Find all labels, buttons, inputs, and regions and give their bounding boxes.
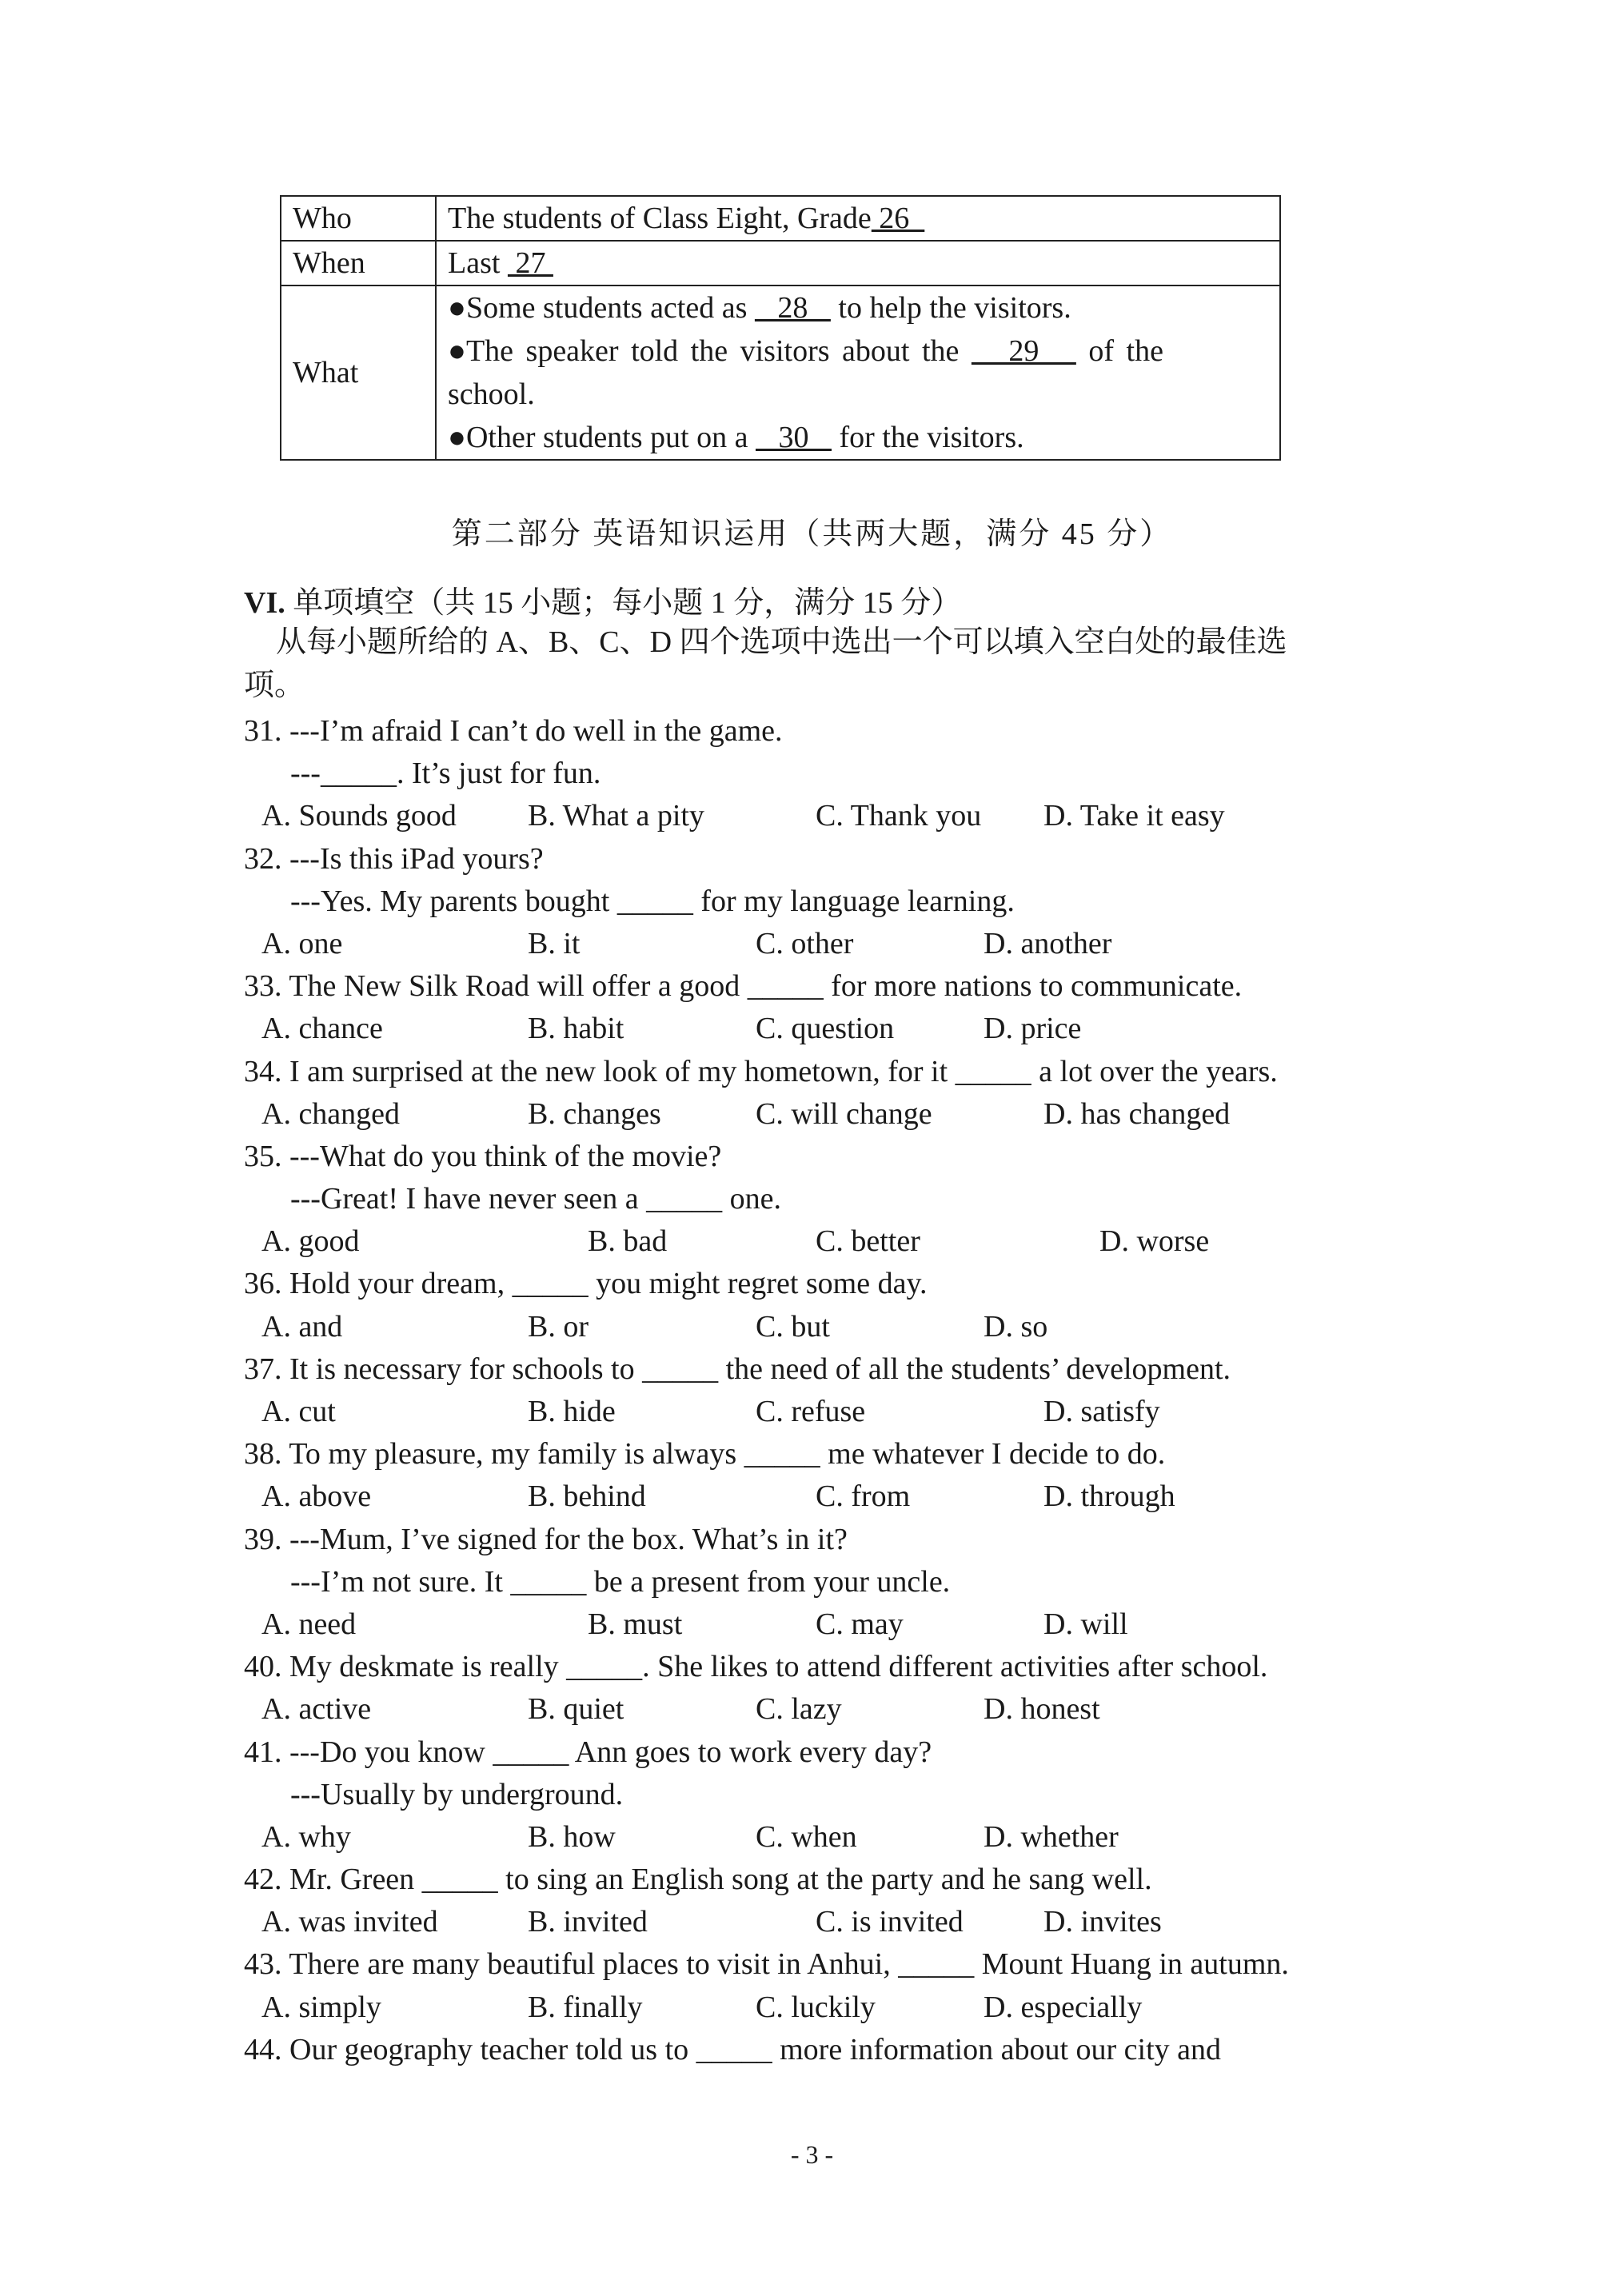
question-stem: 42. Mr. Green _____ to sing an English song at the party and he sang well. [244, 1863, 1152, 1897]
question-stem: 32. ---Is this iPad yours? [244, 841, 544, 876]
table-value [436, 241, 1280, 286]
part-title: 第二部分 英语知识运用（共两大题，满分 45 分） [451, 517, 1173, 551]
option-c: C. luckily [756, 1990, 876, 2024]
question-item [244, 1943, 1411, 2028]
option-d: D. so [984, 1309, 1048, 1344]
option-b: B. how [528, 1819, 616, 1854]
option-c: C. Thank you [816, 799, 982, 833]
option-d: D. price [984, 1012, 1082, 1046]
question-reply: ---Usually by underground. [290, 1777, 624, 1811]
option-row [244, 1901, 1411, 1943]
option-a: A. active [261, 1692, 372, 1727]
question-stem: 44. Our geography teacher told us to _____ more information about our city and [244, 2032, 1222, 2066]
question-stem: 31. ---I’m afraid I can’t do well in the game. [244, 714, 783, 748]
question-item [244, 1051, 1411, 1136]
option-d: D. has changed [1043, 1096, 1231, 1131]
option-a: A. simply [261, 1990, 381, 2024]
table-key: When [281, 241, 436, 286]
option-b: B. invited [528, 1905, 648, 1939]
question-item [244, 1646, 1411, 1731]
option-a: A. chance [261, 1012, 383, 1046]
table-line: ●The speaker told the visitors about the 29 of the [448, 334, 1163, 368]
option-d: D. will [1043, 1607, 1128, 1641]
question-stem: 35. ---What do you think of the movie? [244, 1139, 722, 1173]
question-reply: ---_____. It’s just for fun. [290, 757, 601, 791]
option-a: A. cut [261, 1395, 336, 1428]
question-item [244, 710, 1411, 838]
question-stem: 43. There are many beautiful places to visit in Anhui, _____ Mount Huang in autumn. [244, 1947, 1289, 1982]
question-stem: 36. Hold your dream, _____ you might regret some day. [244, 1267, 928, 1301]
question-item [244, 1136, 1411, 1264]
option-a: A. above [261, 1479, 372, 1514]
option-row [244, 1475, 1411, 1518]
section-instruction: 从每小题所给的 A、B、C、D 四个选项中选出一个可以填入空白处的最佳选 项。 [244, 625, 1287, 702]
option-b: B. What a pity [528, 799, 704, 833]
option-b: B. habit [528, 1012, 624, 1046]
question-stem: 38. To my pleasure, my family is always _____ me whatever I decide to do. [244, 1437, 1166, 1471]
table-row-what [281, 286, 1280, 460]
option-a: A. one [261, 926, 343, 960]
question-stem: 41. ---Do you know _____ Ann goes to work every day? [244, 1735, 932, 1769]
option-c: C. will change [756, 1096, 932, 1131]
option-b: B. quiet [528, 1692, 624, 1727]
question-item [244, 838, 1411, 966]
option-row [244, 795, 1411, 837]
question-item [244, 1348, 1411, 1433]
option-a: A. need [261, 1607, 357, 1641]
question-stem: 37. It is necessary for schools to _____ the need of all the students’ development. [244, 1352, 1231, 1386]
blank-30: 30 [755, 421, 832, 454]
option-b: B. bad [588, 1224, 668, 1259]
question-item [244, 1433, 1411, 1518]
table-text: The students of Class Eight, Grade [448, 202, 872, 235]
option-a: A. changed [261, 1096, 401, 1131]
table-line: ●Some students acted as 28 to help the visitors. [448, 291, 1071, 325]
blank-28: 28 [754, 291, 831, 325]
question-stem: 33. The New Silk Road will offer a good _____ for more nations to communicate. [244, 969, 1243, 1004]
option-c: C. but [756, 1309, 830, 1344]
question-item [244, 1859, 1411, 1943]
page-number: - 3 - [790, 2140, 834, 2169]
option-b: B. must [588, 1607, 683, 1641]
question-item [244, 1731, 1411, 1859]
option-a: A. Sounds good [261, 799, 457, 833]
option-d: D. whether [984, 1819, 1119, 1854]
option-d: D. especially [984, 1990, 1143, 2024]
blank-27: 27 [507, 246, 553, 280]
table-key: Who [281, 196, 436, 241]
question-reply: ---Great! I have never seen a _____ one. [290, 1182, 782, 1216]
option-c: C. question [756, 1012, 895, 1046]
option-c: C. when [756, 1819, 857, 1854]
section-label: VI. [244, 586, 285, 620]
question-reply: ---Yes. My parents bought _____ for my language learning. [290, 884, 1015, 918]
table-text: Last [448, 246, 508, 280]
option-d: D. through [1043, 1479, 1175, 1514]
option-c: C. other [756, 926, 854, 960]
blank-26: 26 [871, 202, 925, 235]
question-item [244, 1263, 1411, 1348]
table-row-when [281, 241, 1280, 286]
table-value [436, 196, 1280, 241]
question-item [244, 965, 1411, 1050]
option-a: A. was invited [261, 1905, 438, 1939]
option-c: C. may [816, 1607, 904, 1641]
option-b: B. it [528, 926, 581, 960]
option-a: A. and [261, 1309, 343, 1344]
option-b: B. changes [528, 1096, 661, 1131]
info-table [280, 195, 1281, 461]
option-c: C. refuse [756, 1395, 866, 1428]
option-c: C. is invited [816, 1905, 964, 1939]
question-stem: 40. My deskmate is really _____. She likes to attend different activities after school. [244, 1650, 1268, 1684]
option-d: D. satisfy [1043, 1395, 1160, 1428]
option-d: D. honest [984, 1692, 1100, 1727]
question-stem: 34. I am surprised at the new look of my hometown, for it _____ a lot over the years. [244, 1054, 1278, 1088]
option-d: D. invites [1043, 1905, 1162, 1939]
table-key: What [281, 286, 436, 460]
option-d: D. Take it easy [1043, 799, 1225, 833]
question-reply: ---I’m not sure. It _____ be a present from your uncle. [290, 1564, 951, 1599]
option-c: C. from [816, 1479, 911, 1514]
option-c: C. better [816, 1224, 920, 1259]
table-value [436, 286, 1280, 460]
blank-29: 29 [971, 334, 1076, 368]
option-row [244, 1220, 1411, 1263]
option-d: D. worse [1099, 1224, 1210, 1259]
option-b: B. or [528, 1309, 589, 1344]
table-line: ●Other students put on a 30 for the visitors. [448, 421, 1024, 454]
option-row [244, 1688, 1411, 1731]
option-row [244, 1816, 1411, 1859]
table-row-who [281, 196, 1280, 241]
option-row [244, 1391, 1411, 1433]
option-a: A. why [261, 1819, 351, 1854]
question-list [244, 710, 1411, 2071]
option-d: D. another [984, 926, 1112, 960]
option-b: B. hide [528, 1395, 616, 1428]
option-row [244, 1603, 1411, 1646]
question-item [244, 2029, 1411, 2071]
table-line: school. [448, 377, 535, 411]
question-item [244, 1519, 1411, 1647]
option-row [244, 1008, 1411, 1050]
section-title: 单项填空（共 15 小题；每小题 1 分，满分 15 分） [285, 586, 962, 620]
option-a: A. good [261, 1224, 360, 1259]
option-b: B. finally [528, 1990, 643, 2024]
option-b: B. behind [528, 1479, 646, 1514]
option-row [244, 1093, 1411, 1136]
question-stem: 39. ---Mum, I’ve signed for the box. What’s in it? [244, 1522, 848, 1556]
option-c: C. lazy [756, 1692, 842, 1727]
section-heading [244, 577, 961, 621]
option-row [244, 1987, 1411, 2029]
option-row [244, 923, 1411, 965]
option-row [244, 1306, 1411, 1348]
